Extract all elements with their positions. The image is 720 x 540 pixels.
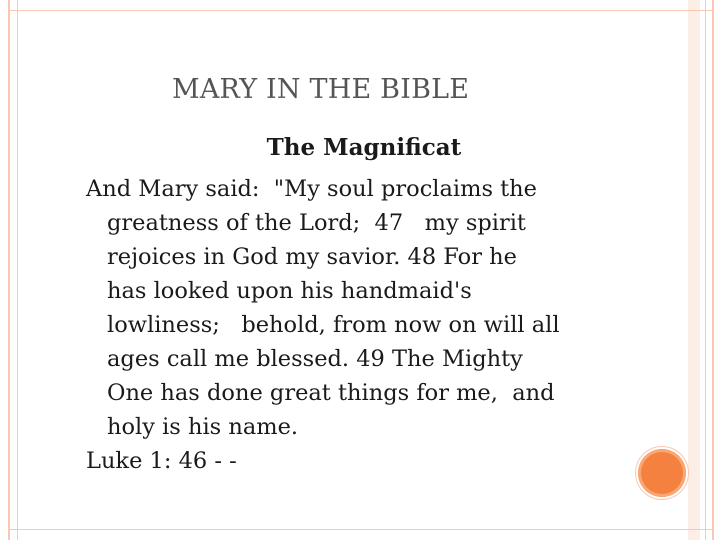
slide-title: MARY IN THE BIBLE — [172, 74, 470, 105]
verse-line: greatness of the Lord; 47 my spirit — [107, 210, 526, 236]
frame-right-border — [712, 0, 714, 540]
verse-line: has looked upon his handmaid's — [107, 278, 472, 304]
citation: Luke 1: 46 - - — [86, 448, 237, 474]
slide-subtitle: The Magnificat — [266, 134, 462, 161]
frame-left-inner-border — [17, 0, 18, 540]
frame-bottom-border — [8, 529, 714, 530]
frame-top-border — [8, 10, 714, 11]
verse-body — [86, 172, 646, 478]
verse-line: lowliness; behold, from now on will all — [107, 312, 560, 338]
decorative-circle-icon — [638, 449, 686, 497]
frame-left-border — [8, 0, 10, 540]
verse-line: rejoices in God my savior. 48 For he — [107, 244, 517, 270]
frame-right-band — [688, 0, 700, 540]
verse-line: And Mary said: "My soul proclaims the — [86, 176, 537, 202]
verse-line: holy is his name. — [107, 414, 299, 440]
verse-line: One has done great things for me, and — [107, 380, 555, 406]
frame-right-inner-border — [705, 0, 706, 540]
verse-line: ages call me blessed. 49 The Mighty — [107, 346, 523, 372]
